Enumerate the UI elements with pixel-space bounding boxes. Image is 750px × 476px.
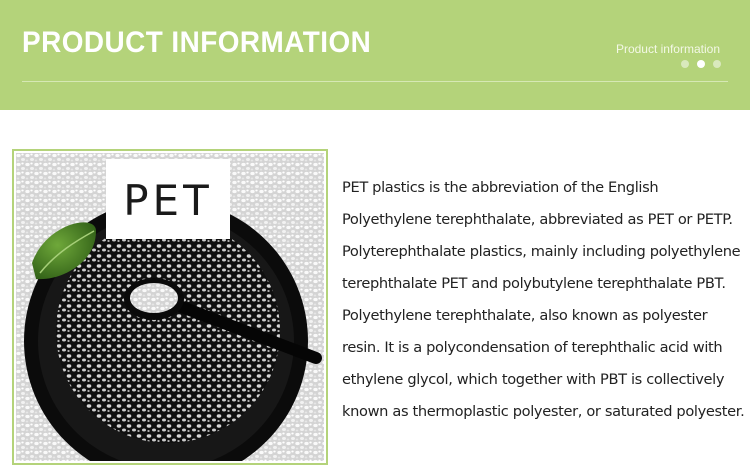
description-line: Polyterephthalate plastics, mainly including polyethylene [342,243,741,260]
banner-divider [22,81,728,82]
description-line: Polyethylene terephthalate, abbreviated as PET or PETP. [342,211,733,228]
slide-dot[interactable] [681,60,689,68]
product-description [342,172,745,428]
slide-indicator [681,60,721,68]
product-photo [12,149,328,465]
pet-label-text: PET [123,176,213,225]
description-line: known as thermoplastic polyester, or saturated polyester. [342,403,745,420]
description-line: resin. It is a polycondensation of terephthalic acid with [342,339,723,356]
pet-pellets-photo [16,153,324,461]
description-line: Polyethylene terephthalate, also known as polyester [342,307,708,324]
page-title: PRODUCT INFORMATION [22,26,372,59]
banner-subtitle: Product information [615,42,720,56]
header-banner [0,0,750,110]
description-line: PET plastics is the abbreviation of the English [342,179,659,196]
slide-dot-active[interactable] [697,60,705,68]
description-line: terephthalate PET and polybutylene terephthalate PBT. [342,275,726,292]
description-line: ethylene glycol, which together with PBT is collectively [342,371,725,388]
slide-dot[interactable] [713,60,721,68]
